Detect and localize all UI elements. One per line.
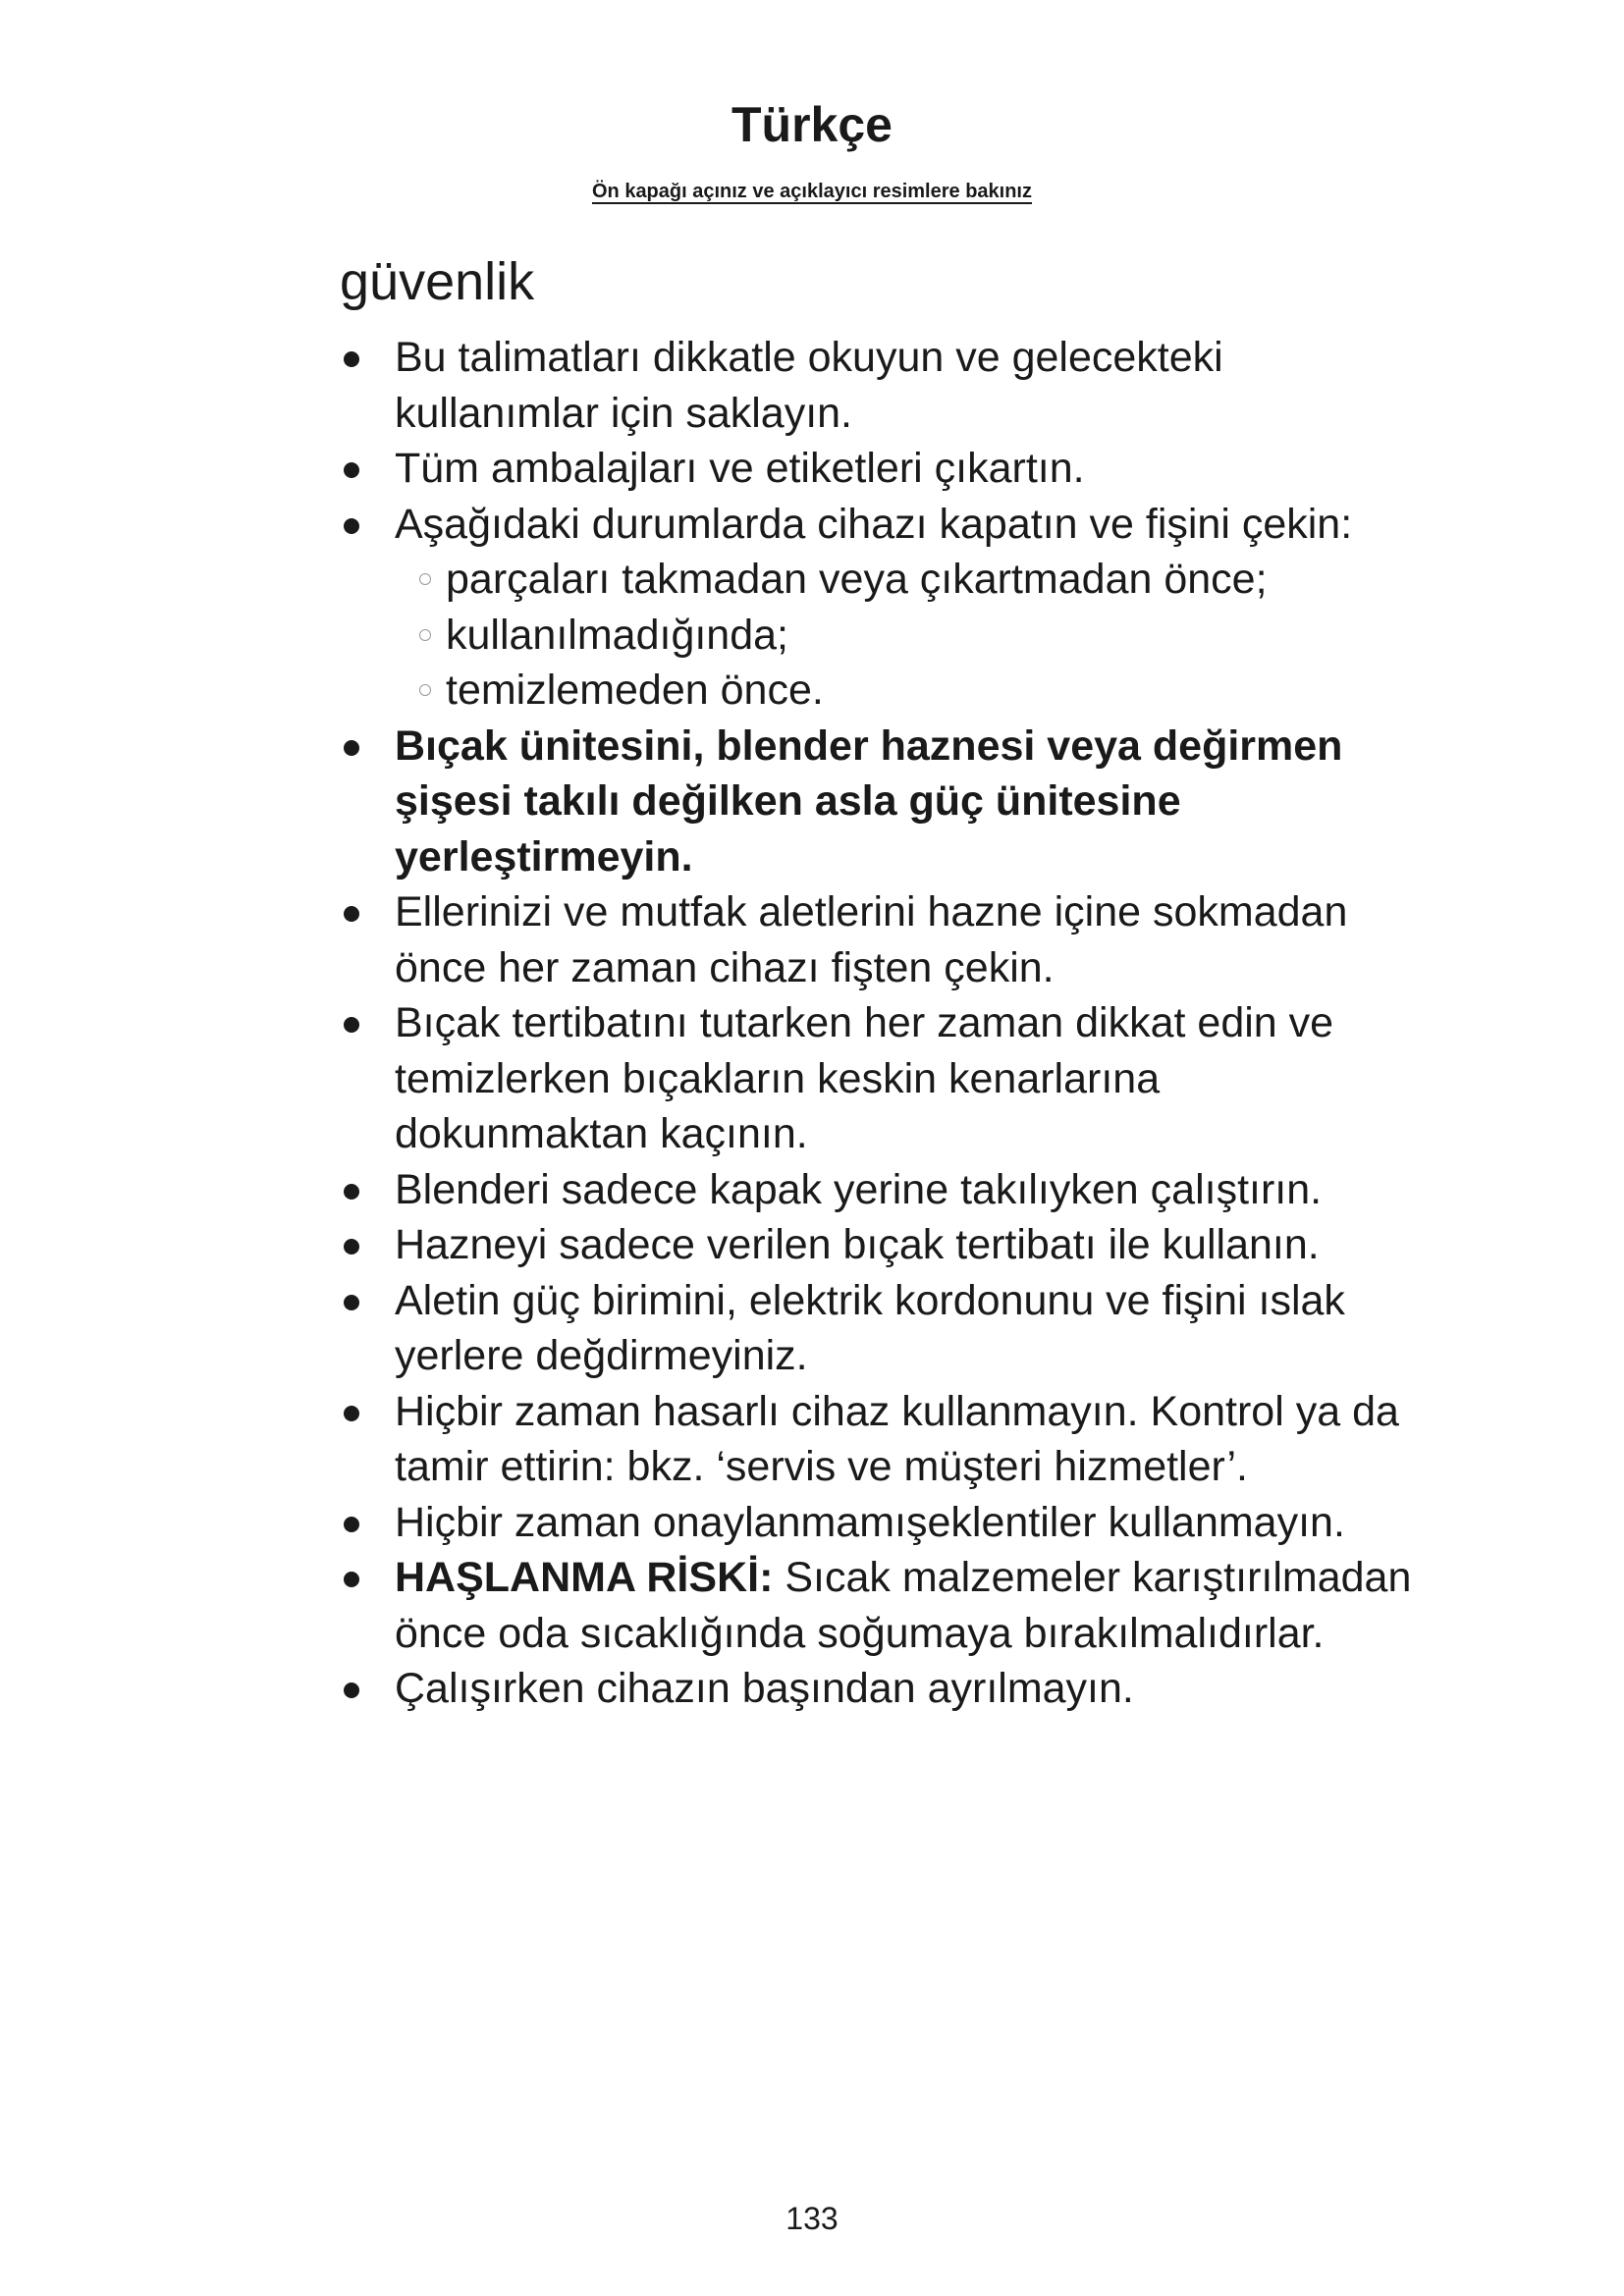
bullet-icon (344, 1295, 359, 1310)
bullet-icon (344, 740, 359, 756)
list-item (340, 1661, 1420, 1717)
bullet-icon (344, 1517, 359, 1532)
list-item (340, 330, 1420, 441)
list-item (340, 1273, 1420, 1384)
list-item-text: Sıcak malzemeler karıştırılmadan önce oda sıcaklığında soğumaya bırakılmalıdırlar. (395, 1554, 1412, 1657)
sub-list (395, 552, 1420, 719)
list-item (340, 719, 1420, 885)
bullet-icon (344, 906, 359, 922)
bullet-icon (344, 518, 359, 534)
warning-lead: HAŞLANMA RİSKİ: (395, 1554, 774, 1601)
list-item-text: Ellerinizi ve mutfak aletlerini hazne içine sokmadan önce her zaman cihazı fişten çekin. (395, 888, 1348, 991)
list-item-text: Çalışırken cihazın başından ayrılmayın. (395, 1665, 1134, 1712)
bullet-icon (344, 1184, 359, 1200)
list-item-text: Aletin güç birimini, elektrik kordonunu ve fişini ıslak yerlere değdirmeyiniz. (395, 1276, 1345, 1379)
bullet-icon (344, 351, 359, 367)
sub-list-item (395, 552, 1420, 608)
list-item (340, 1384, 1420, 1495)
bullet-icon (344, 1682, 359, 1698)
list-item (340, 1162, 1420, 1218)
list-item (340, 1495, 1420, 1551)
bullet-icon (344, 1017, 359, 1033)
list-item-text: Hiçbir zaman hasarlı cihaz kullanmayın. Kontrol ya da tamir ettirin: bkz. ‘servis ve müşteri hizmetler’. (395, 1387, 1399, 1490)
bullet-icon (344, 1572, 359, 1587)
safety-list (340, 330, 1420, 1717)
list-item-text: Bıçak ünitesini, blender haznesi veya değirmen şişesi takılı değilken asla güç ünitesine yerleştirmeyin. (395, 721, 1343, 881)
sub-list-item-text: temizlemeden önce. (446, 667, 824, 714)
sub-list-item (395, 663, 1420, 719)
subtitle-text: Ön kapağı açınız ve açıklayıcı resimlere bakınız (591, 181, 1032, 202)
sub-list-item-text: kullanılmadığında; (446, 611, 788, 659)
list-item (340, 441, 1420, 497)
bullet-icon (344, 1406, 359, 1421)
page-subtitle (0, 177, 1624, 206)
list-item (340, 884, 1420, 995)
list-item-text: Bu talimatları dikkatle okuyun ve gelecekteki kullanımlar için saklayın. (395, 334, 1223, 437)
hollow-circle-icon (419, 629, 431, 641)
list-item (340, 995, 1420, 1162)
list-item-text: Blenderi sadece kapak yerine takılıyken çalıştırın. (395, 1165, 1323, 1213)
bullet-icon (344, 462, 359, 478)
list-item-text: Bıçak tertibatını tutarken her zaman dikkat edin ve temizlerken bıçakların keskin kenarlarına dokunmaktan kaçının. (395, 999, 1334, 1157)
bullet-icon (344, 1239, 359, 1255)
list-item-text: Tüm ambalajları ve etiketleri çıkartın. (395, 445, 1085, 492)
page-title: Türkçe (731, 97, 893, 152)
list-item (340, 1550, 1420, 1661)
list-item-text: Hazneyi sadece verilen bıçak tertibatı ile kullanın. (395, 1221, 1320, 1268)
sub-list-item-text: parçaları takmadan veya çıkartmadan önce; (446, 556, 1268, 603)
list-item (340, 497, 1420, 719)
page-number: 133 (785, 2201, 839, 2236)
hollow-circle-icon (419, 684, 431, 696)
list-item-text: Hiçbir zaman onaylanmamışeklentiler kullanmayın. (395, 1498, 1345, 1546)
section-heading: güvenlik (340, 252, 535, 311)
sub-list-item (395, 608, 1420, 664)
hollow-circle-icon (419, 573, 431, 585)
list-item (340, 1217, 1420, 1273)
list-item-text: Aşağıdaki durumlarda cihazı kapatın ve fişini çekin: (395, 500, 1353, 548)
